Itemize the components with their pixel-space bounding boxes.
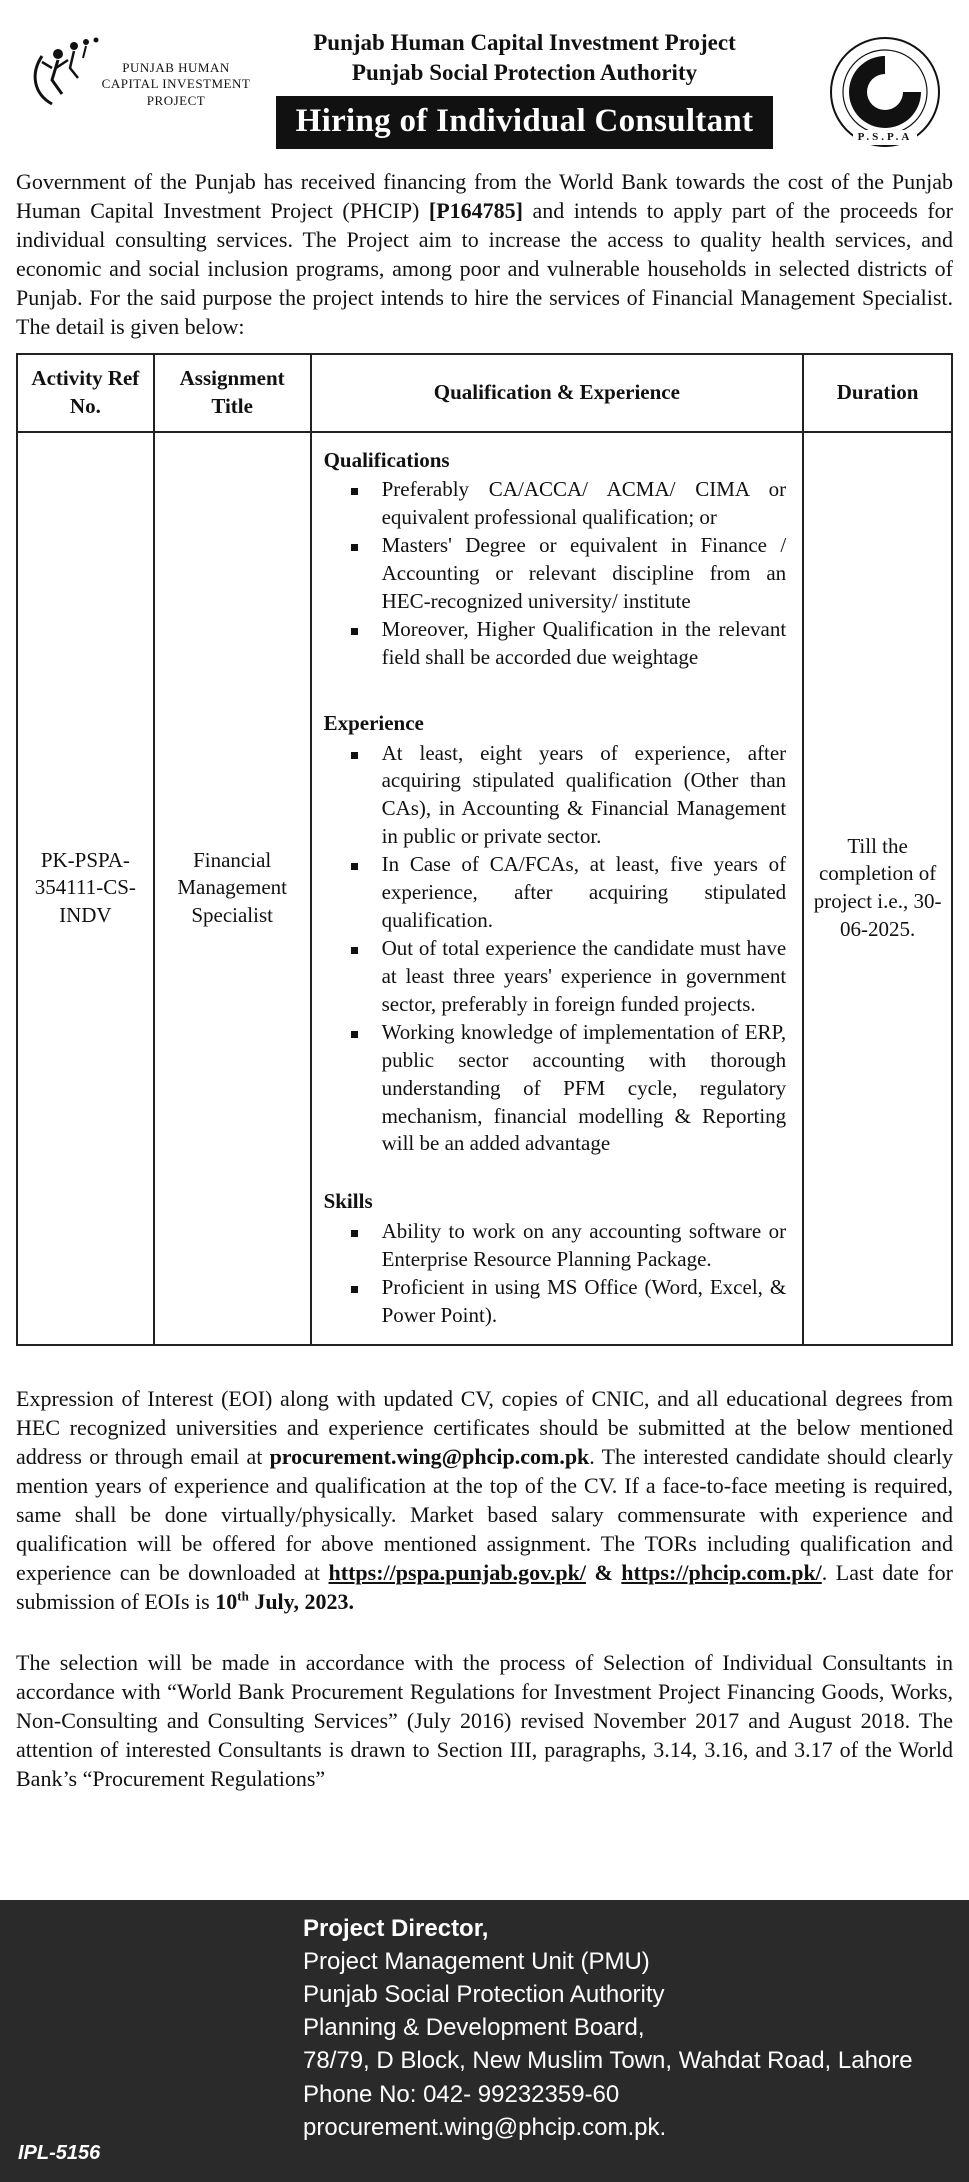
header-qualification: Qualification & Experience	[311, 354, 804, 431]
project-code: [P164785]	[428, 198, 523, 224]
footer-email-link[interactable]: procurement.wing@phcip.com.pk.	[303, 2113, 667, 2141]
list-item: At least, eight years of experience, after acquiring stipulated qualification (Other than CAs), in Accounting & Financial Management in public or private sector.	[382, 740, 787, 852]
qualification-cell	[311, 432, 804, 1345]
experience-list	[324, 740, 787, 1159]
hiring-banner: Hiring of Individual Consultant	[276, 96, 774, 150]
duration-cell: Till the completion of project i.e., 30-06-2025.	[803, 432, 952, 1345]
deadline-suffix: th	[237, 1588, 249, 1604]
skills-heading: Skills	[323, 1189, 373, 1214]
pspa-website-link[interactable]: https://pspa.punjab.gov.pk/	[328, 1559, 586, 1585]
list-item: Preferably CA/ACCA/ ACMA/ CIMA or equivalent professional qualification; or	[382, 476, 787, 532]
footer-line-authority: Punjab Social Protection Authority	[303, 1981, 665, 2009]
header-activity-ref: Activity Ref No.	[17, 354, 154, 431]
deadline-month-year: July, 2023.	[248, 1588, 354, 1614]
list-item: In Case of CA/FCAs, at least, five years of experience, after acquiring stipulated qualification.	[382, 851, 787, 935]
ipl-code: IPL-5156	[18, 2141, 101, 2164]
phcip-logo-text: PUNJAB HUMAN CAPITAL INVESTMENT PROJECT	[101, 60, 251, 108]
qualifications-heading: Qualifications	[323, 447, 450, 472]
list-item: Working knowledge of implementation of ERP, public sector accounting with thorough understanding of PFM cycle, regulatory mechanism, financial modelling & Reporting will be an added advantage	[382, 1019, 787, 1159]
eoi-email-link[interactable]: procurement.wing@phcip.com.pk	[269, 1443, 590, 1469]
table-row	[17, 432, 952, 1345]
intro-paragraph	[16, 165, 953, 341]
header-line-1: Punjab Human Capital Investment Project	[313, 30, 736, 55]
footer-line-board: Planning & Development Board,	[303, 2014, 645, 2042]
footer-line-pmu: Project Management Unit (PMU)	[303, 1948, 650, 1976]
eoi-paragraph	[16, 1384, 953, 1616]
contact-address	[303, 1912, 913, 2144]
list-item: Masters' Degree or equivalent in Finance / Accounting or relevant discipline from an HEC-recognized university/ institute	[382, 532, 787, 616]
deadline-day: 10	[215, 1588, 238, 1614]
pspa-logo-text: P.S.P.A	[853, 130, 917, 145]
list-item: Moreover, Higher Qualification in the relevant field shall be accorded due weightage	[382, 616, 787, 672]
link-separator: &	[585, 1559, 622, 1585]
assignment-title-cell: Financial Management Specialist	[154, 432, 311, 1345]
eoi-text-2: . The interested candidate should clearly mention years of experience and qualification at the top of the CV. If a face-to-face meeting is required, same shall be done virtually/physically. Market based salary commensurate with experience and qualification will be offered for above mentioned assignment. The TORs including qualification and experience can be downloaded at	[16, 1443, 953, 1585]
pspa-logo	[827, 34, 943, 150]
phcip-website-link[interactable]: https://phcip.com.pk/	[621, 1559, 822, 1585]
header-duration: Duration	[803, 354, 952, 431]
header-titles	[246, 28, 803, 149]
eoi-text-1: Expression of Interest (EOI) along with updated CV, copies of CNIC, and all educational degrees from HEC recognized universities and experience certificates should be submitted at the below mentioned address or through email at	[16, 1385, 953, 1469]
footer-line-director: Project Director,	[303, 1915, 489, 1942]
activity-ref-cell: PK-PSPA-354111-CS-INDV	[17, 432, 154, 1345]
intro-text-1: Government of the Punjab has received financing from the World Bank towards the cost of the Punjab Human Capital Investment Project (PHCIP)	[16, 169, 953, 224]
footer-line-phone: Phone No: 042- 99232359-60	[303, 2080, 620, 2108]
contact-footer	[0, 1900, 969, 2182]
skills-list	[324, 1218, 787, 1330]
phcip-logo	[22, 34, 251, 144]
eoi-text-3: . Last date for submission of EOIs is	[16, 1559, 954, 1614]
list-item: Ability to work on any accounting software or Enterprise Resource Planning Package.	[382, 1218, 787, 1274]
header	[16, 0, 953, 165]
deadline-date	[215, 1589, 354, 1614]
table-header-row	[17, 354, 952, 431]
list-item: Out of total experience the candidate must have at least three years' experience in government sector, preferably in foreign funded projects.	[382, 935, 787, 1019]
header-assignment-title: Assignment Title	[154, 354, 311, 431]
list-item: Proficient in using MS Office (Word, Excel, & Power Point).	[382, 1274, 787, 1330]
qualifications-list	[324, 476, 787, 671]
experience-heading: Experience	[323, 710, 424, 735]
selection-paragraph: The selection will be made in accordance with the process of Selection of Individual Consultants in accordance with “World Bank Procurement Regulations for Investment Project Financing Goods, Works, Non-Consulting and Consulting Services” (July 2016) revised November 2017 and August 2018. The attention of interested Consultants is drawn to Section III, paragraphs, 3.14, 3.16, and 3.17 of the World Bank’s “Procurement Regulations”	[16, 1650, 953, 1792]
footer-line-address: 78/79, D Block, New Muslim Town, Wahdat Road, Lahore	[303, 2047, 913, 2075]
consultant-table	[16, 353, 953, 1346]
header-line-2: Punjab Social Protection Authority	[351, 59, 698, 85]
intro-text-2: and intends to apply part of the proceeds for individual consulting services. The Project aim to increase the access to quality health services, and economic and social inclusion programs, among poor and vulnerable households in selected districts of Punjab. For the said purpose the project intends to hire the services of Financial Management Specialist. The detail is given below:	[16, 198, 953, 340]
